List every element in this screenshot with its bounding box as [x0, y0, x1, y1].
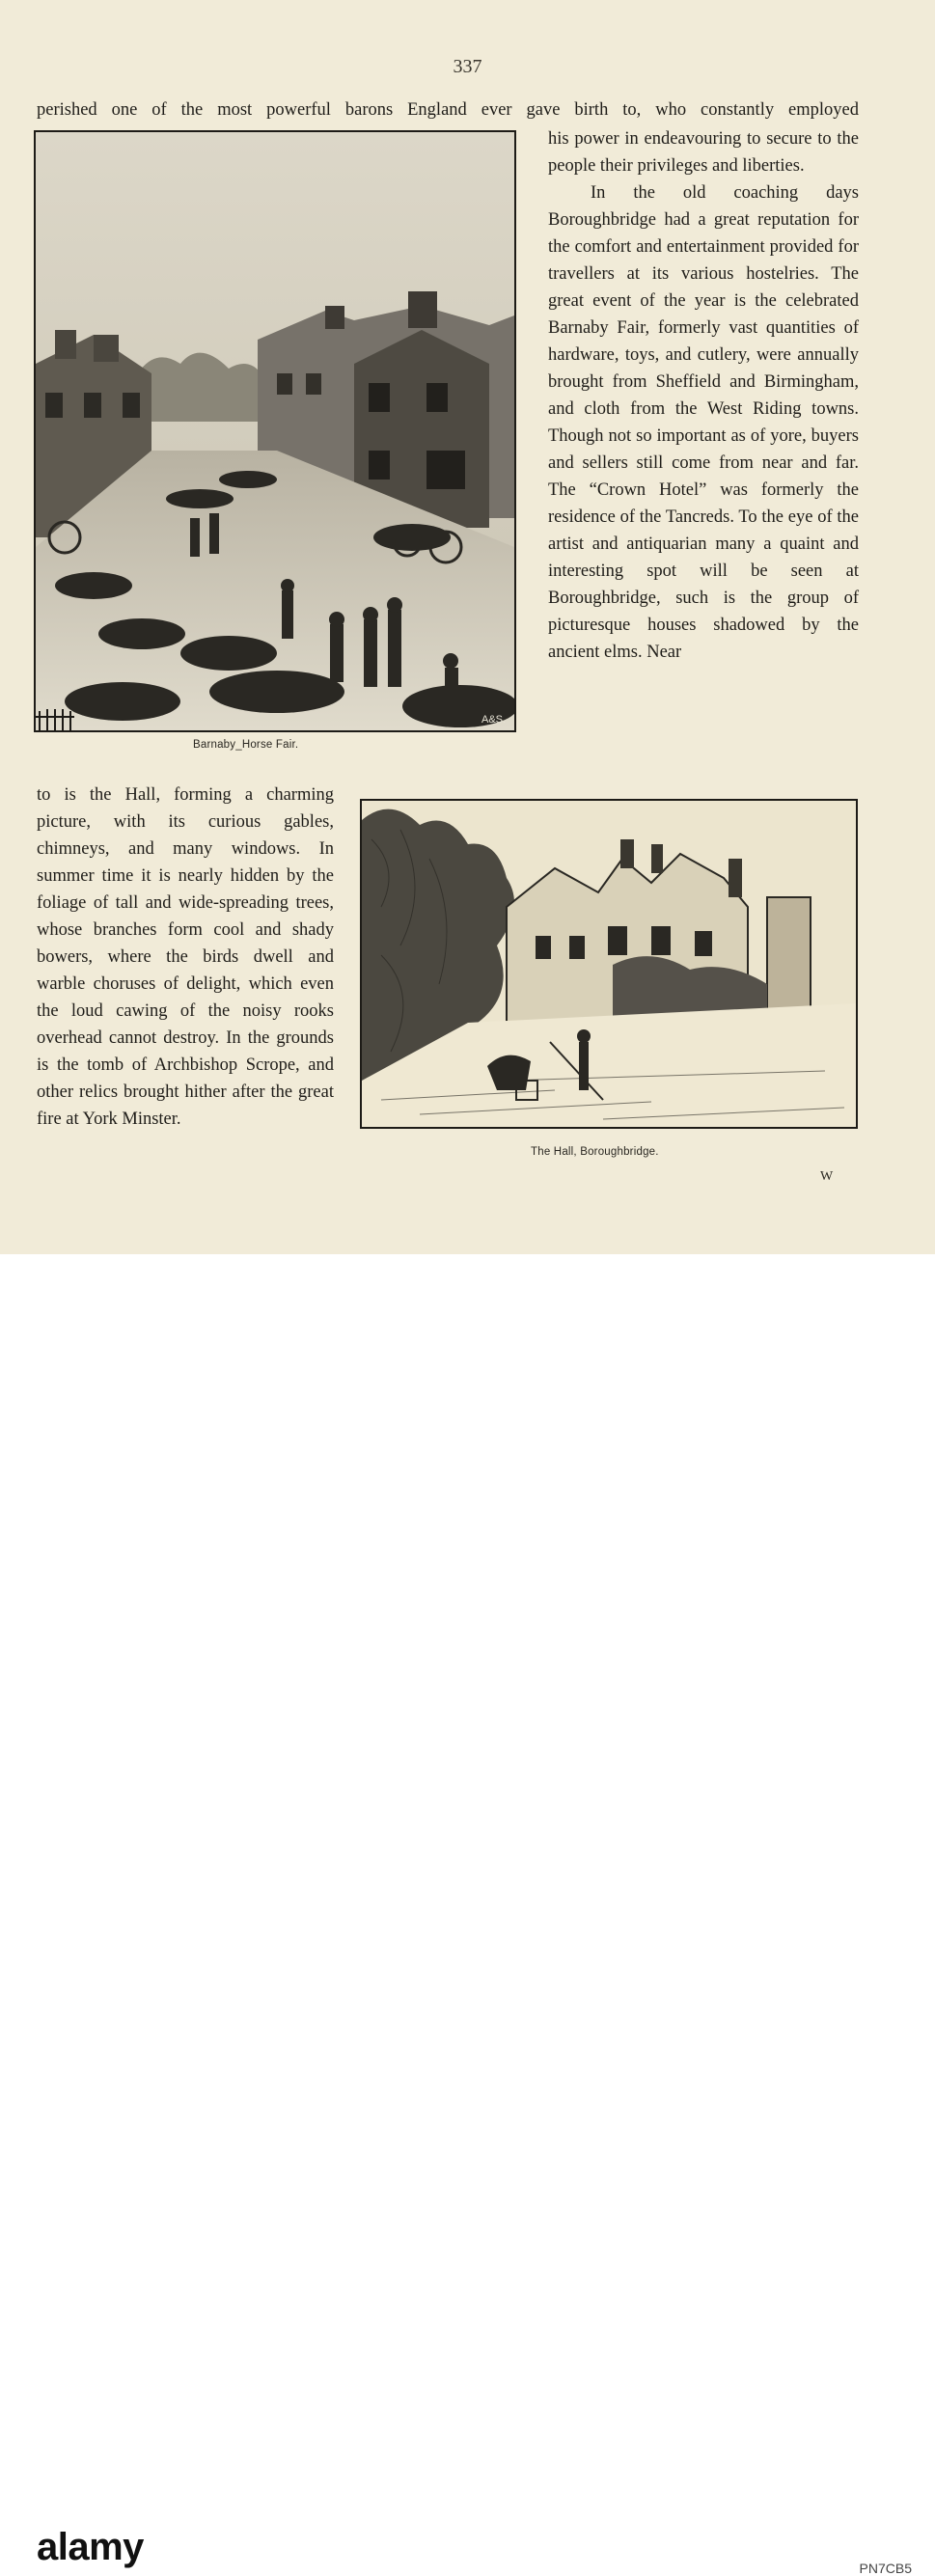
- page-number: 337: [453, 56, 482, 77]
- left-column-text: [37, 781, 334, 1133]
- right-column-text: [548, 125, 859, 666]
- alamy-logo: alamy: [37, 2526, 144, 2568]
- right-column-paragraph-2: In the old coaching days Boroughbridge had a great reputation for the comfort and entertainment provided for travellers at its various hostelries. The great event of the year is the celebrated Barnaby Fair, formerly vast quantities of hardware, toys, and cutlery, were annually brought from Sheffield and Birmingham, and cloth from the West Riding towns. Though not so important as of yore, buyers and sellers still come from near and far. The “Crown Hotel” was formerly the residence of the Tancreds. To the eye of the artist and antiquarian many a quaint and interesting spot will be seen at Boroughbridge, such is the group of picturesque houses shadowed by the ancient elms. Near: [548, 183, 859, 662]
- first-line-text: perished one of the most powerful barons England ever gave birth to, who constantly employed: [37, 100, 859, 120]
- engraver-mark: A&S.: [481, 714, 507, 726]
- book-page: [0, 0, 935, 1254]
- stock-footer-banner: [0, 1254, 935, 2576]
- barnaby-horse-fair-illustration: [34, 130, 516, 732]
- figure2-caption: The Hall, Boroughbridge.: [531, 1146, 659, 1158]
- right-column-paragraph-1: his power in endeavouring to secure to the people their privileges and liberties.: [548, 129, 859, 176]
- signature-mark: W: [820, 1169, 834, 1184]
- left-column-paragraph: to is the Hall, forming a charming picture, with its curious gables, chimneys, and many windows. In summer time it is nearly hidden by the foliage of tall and wide-spreading trees, whose branches form cool and shady bowers, where the birds dwell and warble choruses of delight, which even the loud cawing of the noisy rooks overhead cannot destroy. In the grounds is the tomb of Archbishop Scrope, and other relics brought hither after the great fire at York Minster.: [37, 785, 334, 1129]
- the-hall-boroughbridge-illustration: [360, 799, 858, 1129]
- image-code: PN7CB5: [859, 2561, 912, 2576]
- figure1-caption: Barnaby_Horse Fair.: [193, 739, 299, 751]
